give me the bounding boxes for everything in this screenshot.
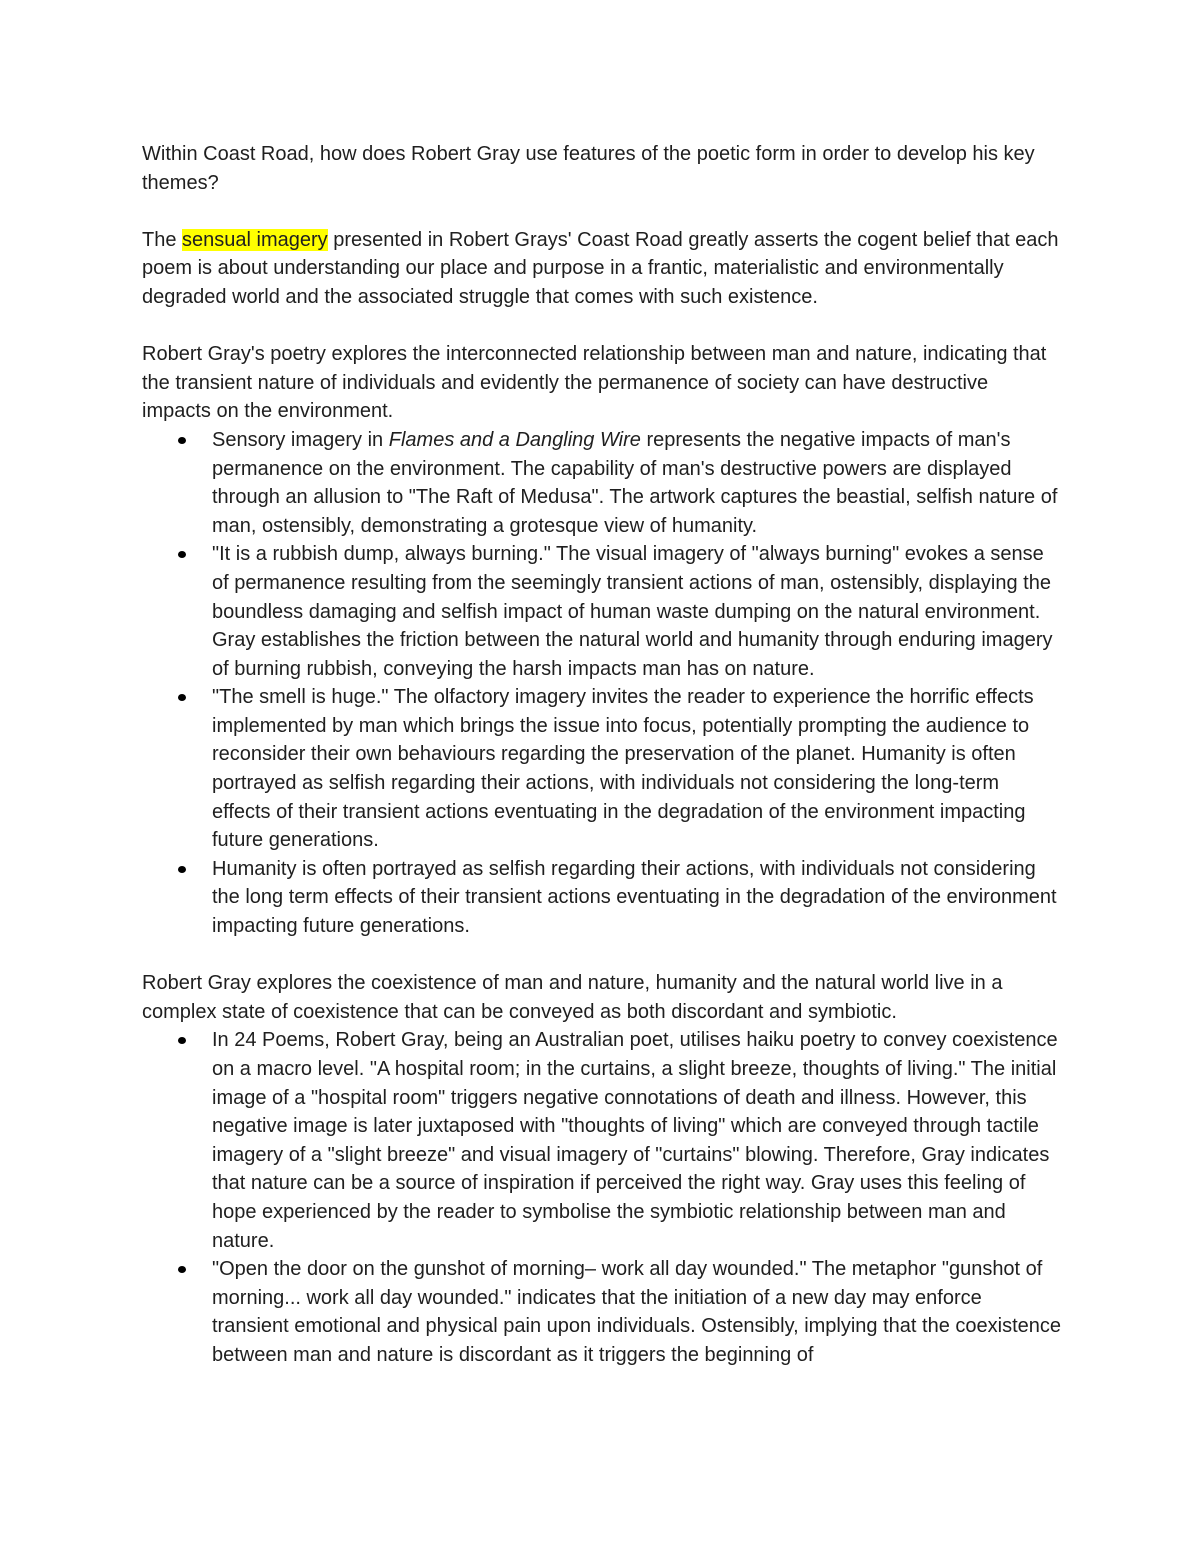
list-item bbox=[212, 683, 1062, 855]
poem-title: Flames and a Dangling Wire bbox=[388, 428, 641, 451]
essay-question: Within Coast Road, how does Robert Gray use features of the poetic form in order to develop his key themes? bbox=[142, 143, 1035, 194]
bullet-text: Humanity is often portrayed as selfish regarding their actions, with individuals not considering the long term effects of their transient actions eventuating in the degradation of the environment impacting future generations. bbox=[212, 857, 1057, 938]
bullet-icon bbox=[178, 551, 186, 558]
bullet-icon bbox=[178, 694, 186, 701]
section2-paragraph: Robert Gray explores the coexistence of man and nature, humanity and the natural world live in a complex state of coexistence that can be conveyed as both discordant and symbiotic. bbox=[142, 972, 1003, 1023]
bullet-text-after: represents the negative impacts of man's permanence on the environment. The capability of man's destructive powers are displayed through an allusion to "The Raft of Medusa". The artwork captures the beastial, selfish nature of man, ostensibly, demonstrating a grotesque view of humanity. bbox=[212, 428, 1058, 537]
bullet-icon bbox=[178, 1037, 186, 1044]
bullet-text: In 24 Poems, Robert Gray, being an Australian poet, utilises haiku poetry to convey coexistence on a macro level. "A hospital room; in the curtains, a slight breeze, thoughts of living." The initial image of a "hospital room" triggers negative connotations of death and illness. However, this negative image is later juxtaposed with "thoughts of living" which are conveyed through tactile imagery of a "slight breeze" and visual imagery of "curtains" blowing. Therefore, Gray indicates that nature can be a source of inspiration if perceived the right way. Gray uses this feeling of hope experienced by the reader to symbolise the symbiotic relationship between man and nature. bbox=[212, 1029, 1058, 1252]
list-item bbox=[212, 855, 1062, 941]
section2-bullet-list bbox=[142, 1026, 1062, 1369]
bullet-icon bbox=[178, 866, 186, 873]
intro-text-before: The bbox=[142, 228, 183, 251]
bullet-icon bbox=[178, 437, 186, 444]
list-item bbox=[212, 426, 1062, 540]
blank-line bbox=[142, 941, 1062, 970]
list-item bbox=[212, 540, 1062, 683]
bullet-text: "The smell is huge." The olfactory imagery invites the reader to experience the horrific effects implemented by man which brings the issue into focus, potentially prompting the audience to reconsider their own behaviours regarding the preservation of the planet. Humanity is often portrayed as selfish regarding their actions, with individuals not considering the long-term effects of their transient actions eventuating in the degradation of the environment impacting future generations. bbox=[212, 686, 1034, 852]
list-item bbox=[212, 1255, 1062, 1369]
intro-text-after: presented in Robert Grays' Coast Road greatly asserts the cogent belief that each poem is about understanding our place and purpose in a frantic, materialistic and environmentally degraded world and the associated struggle that comes with such existence. bbox=[142, 228, 1059, 308]
highlighted-phrase: sensual imagery bbox=[182, 228, 328, 251]
section1-bullet-list bbox=[142, 426, 1062, 941]
document-body bbox=[142, 140, 1062, 1370]
bullet-text-before: Sensory imagery in bbox=[212, 428, 389, 451]
list-item bbox=[212, 1026, 1062, 1255]
bullet-text: "Open the door on the gunshot of morning– work all day wounded." The metaphor "gunshot of morning... work all day wounded." indicates that the initiation of a new day may enforce transient emotional and physical pain upon individuals. Ostensibly, implying that the coexistence between man and nature is discordant as it triggers the beginning of bbox=[212, 1258, 1062, 1366]
intro-paragraph bbox=[142, 226, 1062, 312]
section1-paragraph: Robert Gray's poetry explores the interconnected relationship between man and nature, indicating that the transient nature of individuals and evidently the permanence of society can have destructive impacts on the environment. bbox=[142, 343, 1047, 423]
blank-line bbox=[142, 197, 1062, 226]
bullet-icon bbox=[178, 1266, 186, 1273]
blank-line bbox=[142, 312, 1062, 341]
bullet-text: "It is a rubbish dump, always burning." The visual imagery of "always burning" evokes a sense of permanence resulting from the seemingly transient actions of man, ostensibly, displaying the boundless damaging and selfish impact of human waste dumping on the natural environment. Gray establishes the friction between the natural world and humanity through enduring imagery of burning rubbish, conveying the harsh impacts man has on nature. bbox=[212, 543, 1053, 680]
